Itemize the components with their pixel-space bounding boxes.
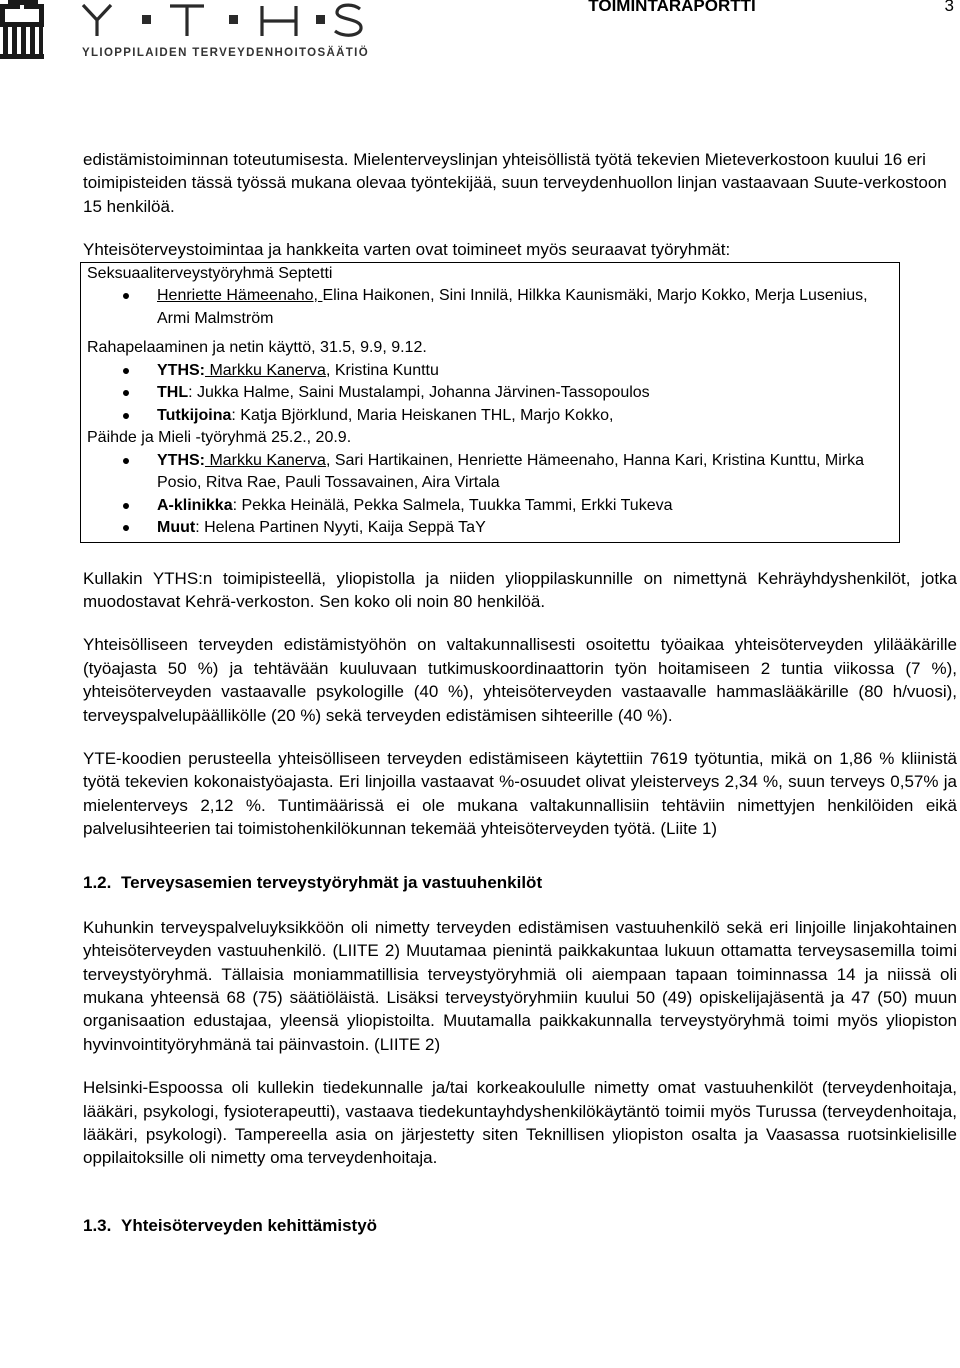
workgroup-members <box>87 285 899 330</box>
yths-logo <box>0 0 372 60</box>
yths-emblem-icon <box>0 0 44 59</box>
member-rest: : Katja Björklund, Maria Heiskanen THL, Marjo Kokko, <box>231 406 614 424</box>
member-name-underlined: Markku Kanerva <box>205 361 326 379</box>
member-org: THL <box>157 384 189 402</box>
member-rest: , Sari Hartikainen, Henriette Hämeenaho, Hanna Kari, Kristina Kunttu, Mirka Posio, Ritva Rae, Pauli Tossavainen, Aira Virtala <box>157 451 864 492</box>
yte-codes-paragraph: YTE-koodien perusteella yhteisölliseen terveyden edistämiseen käytettiin 7619 työtuntia, mikä on 1,86 % kliinistä työtä tekevien kokonaistyöajasta. Eri linjoilla vastaavat %-osuudet olivat yleisterveys 2,34 %, suun terveys 0,57% ja mielenterveys 2,12 %. Tuntimäärissä ei ole mukana valtakunnallisiin tehtäviin nimettyjen henkilöiden eikä palvelusihteerien tai toimistohenkilökunnan tekemää yhteisöterveyden työtä. (Liite 1) <box>83 749 957 839</box>
section-title: Yhteisöterveyden kehittämistyö <box>121 1215 378 1235</box>
report-title: TOIMINTARAPORTTI <box>588 0 756 15</box>
member-rest: : Jukka Halme, Saini Mustalampi, Johanna Järvinen-Tassopoulos <box>188 384 650 402</box>
member-entry <box>157 382 899 405</box>
section-number: 1.2. <box>83 872 112 892</box>
member-org: A-klinikka <box>157 496 233 514</box>
member-entry <box>157 405 899 428</box>
member-entry <box>157 450 899 495</box>
member-org: Muut <box>157 519 196 537</box>
worktime-paragraph: Yhteisölliseen terveyden edistämistyöhön on valtakunnallisesti osoitettu työaikaa yhteisöterveyden ylilääkärille (työajasta 50 %) ja tehtävään kuuluvaan tutkimuskoordinaattorin työn hoitamiseen 2 tuntia viikossa (7 %), yhteisöterveyden vastaavalle psykologille (40 %), yhteisöterveyden vastaavalle hammaslääkärille (80 h/vuosi), terveyspalvelupäällikölle (20 %) sekä terveyden edistämisen sihteerille (40 %). <box>83 635 957 725</box>
section-heading-1-3 <box>83 1214 957 1237</box>
section-title: Terveysasemien terveystyöryhmät ja vastuuhenkilöt <box>121 872 543 892</box>
member-rest: : Helena Partinen Nyyti, Kaija Seppä TaY <box>195 519 486 537</box>
page-number: 3 <box>944 0 954 15</box>
member-name-underlined: Henriette Hämeenaho, <box>157 287 323 305</box>
section-number: 1.3. <box>83 1215 112 1235</box>
workgroup-members <box>87 360 899 428</box>
member-org: YTHS: <box>157 361 205 379</box>
member-rest: : Pekka Heinälä, Pekka Salmela, Tuukka Tammi, Erkki Tukeva <box>232 496 673 514</box>
workgroups-box <box>80 262 900 543</box>
responsible-persons-paragraph: Kuhunkin terveyspalveluyksikköön oli nimetty terveyden edistämisen vastuuhenkilö sekä eri linjoille linjakohtainen yhteisöterveyden vastuuhenkilö. (LIITE 2) Muutamaa pienintä paikkakuntaa lukuun ottamatta terveysasemilla toimi terveystyöryhmä. Tällaisia moniammatillisia terveystyöryhmiä oli aiempaan tapaan toiminnassa 14 ja niissä oli mukana yhteensä 68 (75) säätiöläistä. Lisäksi terveystyöryhmiin kuului 50 (49) opiskelijajäsentä ja 47 (50) muun organisaation edustajaa, yleensä yliopistoilta. Muutamalla paikkakunnalla terveystyöryhmä toimi myös yliopiston hyvinvointityöryhmänä tai päinvastoin. (LIITE 2) <box>83 917 957 1054</box>
workgroup-members <box>87 450 899 540</box>
workgroup-title: Rahapelaaminen ja netin käyttö, 31.5, 9.9, 9.12. <box>87 339 427 357</box>
member-entry <box>157 495 899 518</box>
faculty-contacts-paragraph: Helsinki-Espoossa oli kullekin tiedekunnalle ja/tai korkeakoululle nimetty omat vastuuhenkilöt (terveydenhoitaja, lääkäri, psykologi, fysioterapeutti), vastaava tiedekuntayhdyshenkilökäytäntö toimii myös Turussa (terveydenhoitaja, lääkäri, psykologi). Tampereella asia on järjestetty siten Teknillisen yliopiston osalta ja Vaasassa ruotsinkielisille oppilaitoksille oli nimetty oma terveydenhoitaja. <box>83 1078 957 1168</box>
workgroups-lead: Yhteisöterveystoimintaa ja hankkeita varten ovat toimineet myös seuraavat työryhmät: <box>83 240 731 260</box>
intro-paragraph: edistämistoiminnan toteutumisesta. Mielenterveyslinjan yhteisöllistä työtä tekevien Mieteverkostoon kuului 16 eri toimipisteiden tässä työssä mukana olevaa työntekijää, suun terveydenhuollon linjan vastaavaan Suute-verkostoon 15 henkilöä. <box>83 150 947 216</box>
member-org: YTHS: <box>157 451 205 469</box>
member-rest: , Kristina Kunttu <box>325 361 439 379</box>
member-entry <box>157 285 899 330</box>
member-org: Tutkijoina <box>157 406 232 424</box>
member-entry <box>157 360 899 383</box>
workgroup-title: Päihde ja Mieli -työryhmä 25.2., 20.9. <box>87 429 352 447</box>
workgroup-title: Seksuaaliterveystyöryhmä Septetti <box>87 264 333 282</box>
section-heading-1-2 <box>83 871 957 894</box>
member-rest: Elina Haikonen, Sini Innilä, Hilkka Kaunismäki, Marjo Kokko, Merja Lusenius, Armi Malmström <box>157 287 868 327</box>
member-name-underlined: Markku Kanerva <box>205 451 326 469</box>
page-header <box>0 0 960 62</box>
page-body <box>83 148 957 1237</box>
kehra-paragraph: Kullakin YTHS:n toimipisteellä, yliopistolla ja niiden ylioppilaskunnille on nimettynä Kehräyhdyshenkilöt, jotka muodostavat Kehrä-verkoston. Sen koko oli noin 80 henkilöä. <box>83 568 957 612</box>
org-name: YLIOPPILAIDEN TERVEYDENHOITOSÄÄTIÖ <box>82 47 370 59</box>
member-entry <box>157 517 899 540</box>
